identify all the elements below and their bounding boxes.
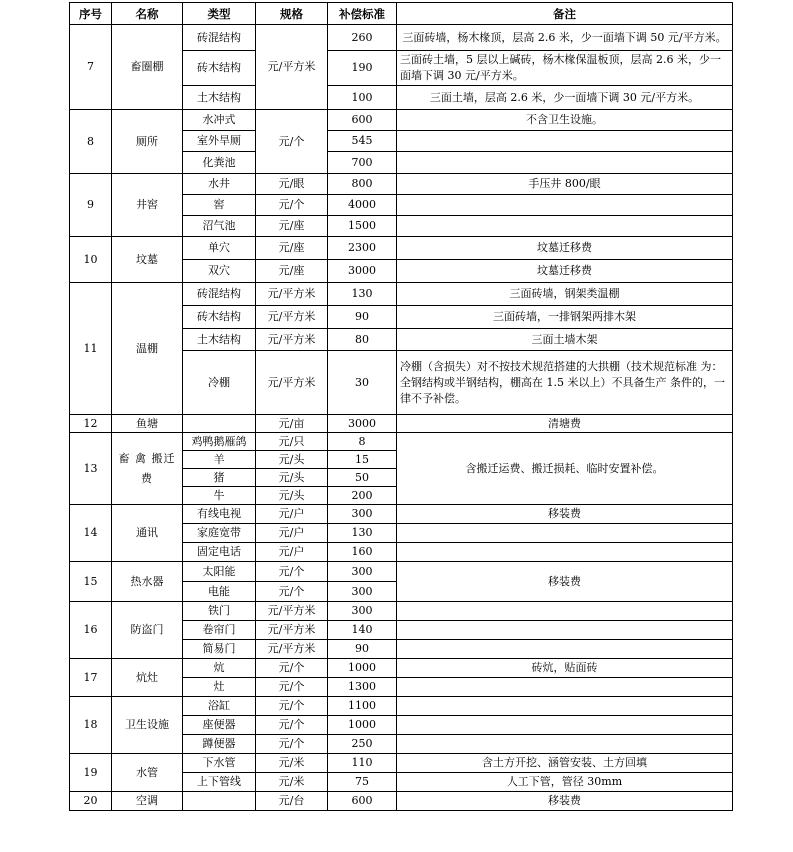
cell-unit: 元/米 [256, 754, 328, 773]
cell-unit: 元/平方米 [256, 640, 328, 659]
cell-unit: 元/头 [256, 487, 328, 505]
table-row [70, 697, 733, 716]
group-no: 7 [70, 25, 112, 110]
header-unit: 规格 [256, 3, 328, 25]
header-note: 备注 [397, 3, 733, 25]
group-no: 9 [70, 174, 112, 237]
cell-type: 鸡鸭鹅雁鸽 [183, 433, 256, 451]
group-name: 鱼塘 [112, 415, 183, 433]
cell-type: 下水管 [183, 754, 256, 773]
cell-value: 160 [328, 543, 397, 562]
cell-type: 砖木结构 [183, 51, 256, 86]
group-no: 12 [70, 415, 112, 433]
cell-note: 三面土墙木架 [397, 329, 733, 351]
cell-unit: 元/平方米 [256, 602, 328, 621]
compensation-table [69, 2, 733, 811]
group-no: 17 [70, 659, 112, 697]
cell-value: 545 [328, 131, 397, 152]
group-name: 坟墓 [112, 237, 183, 283]
group-name: 通讯 [112, 505, 183, 562]
cell-unit: 元/平方米 [256, 621, 328, 640]
cell-note [397, 640, 733, 659]
table-row [70, 562, 733, 582]
cell-note: 三面砖墙，一排钢架两排木架 [397, 306, 733, 329]
group-9 [70, 174, 733, 237]
cell-type: 猪 [183, 469, 256, 487]
cell-type: 家庭宽带 [183, 524, 256, 543]
cell-unit: 元/户 [256, 543, 328, 562]
cell-type [183, 792, 256, 811]
table-row [70, 602, 733, 621]
group-no: 16 [70, 602, 112, 659]
cell-type: 牛 [183, 487, 256, 505]
cell-value: 50 [328, 469, 397, 487]
cell-value: 300 [328, 582, 397, 602]
cell-unit: 元/个 [256, 195, 328, 216]
group-no: 8 [70, 110, 112, 174]
cell-type: 砖混结构 [183, 25, 256, 51]
cell-unit: 元/平方米 [256, 351, 328, 415]
cell-unit: 元/个 [256, 678, 328, 697]
cell-note [397, 543, 733, 562]
cell-value: 1000 [328, 659, 397, 678]
cell-unit: 元/户 [256, 505, 328, 524]
cell-note: 坟墓迁移费 [397, 237, 733, 260]
header-name: 名称 [112, 3, 183, 25]
cell-value: 1100 [328, 697, 397, 716]
cell-unit: 元/个 [256, 716, 328, 735]
cell-type: 铁门 [183, 602, 256, 621]
cell-type: 双穴 [183, 260, 256, 283]
cell-type: 浴缸 [183, 697, 256, 716]
cell-type: 简易门 [183, 640, 256, 659]
header-value: 补偿标准 [328, 3, 397, 25]
cell-note: 移装费 [397, 505, 733, 524]
cell-value: 600 [328, 792, 397, 811]
cell-unit: 元/座 [256, 260, 328, 283]
cell-note: 不含卫生设施。 [397, 110, 733, 131]
cell-type: 砖混结构 [183, 283, 256, 306]
group-name: 卫生设施 [112, 697, 183, 754]
group-name: 炕灶 [112, 659, 183, 697]
cell-note: 砖炕，贴面砖 [397, 659, 733, 678]
cell-type: 冷棚 [183, 351, 256, 415]
cell-note: 冷棚（含损失）对不按技术规范搭建的大拱棚（技术规范标准 为：全钢结构或半钢结构，棚高在 1.5 米以上）不具备生产 条件的，一律不予补偿。 [397, 351, 733, 415]
cell-value: 90 [328, 640, 397, 659]
cell-value: 250 [328, 735, 397, 754]
cell-note: 清塘费 [397, 415, 733, 433]
group-name: 空调 [112, 792, 183, 811]
cell-type: 炕 [183, 659, 256, 678]
cell-type: 窖 [183, 195, 256, 216]
table-row [70, 25, 733, 51]
cell-note [397, 195, 733, 216]
cell-note: 人工下管，管径 30mm [397, 773, 733, 792]
group-name: 水管 [112, 754, 183, 792]
cell-note: 三面砖墙，钢架类温棚 [397, 283, 733, 306]
group-name: 温棚 [112, 283, 183, 415]
group-no: 20 [70, 792, 112, 811]
cell-note [397, 216, 733, 237]
group-11 [70, 283, 733, 415]
cell-value: 2300 [328, 237, 397, 260]
cell-value: 300 [328, 602, 397, 621]
cell-value: 8 [328, 433, 397, 451]
group-15 [70, 562, 733, 602]
group-no: 13 [70, 433, 112, 505]
table-row [70, 237, 733, 260]
cell-unit: 元/头 [256, 469, 328, 487]
cell-value: 700 [328, 152, 397, 174]
cell-unit: 元/座 [256, 216, 328, 237]
cell-type: 化粪池 [183, 152, 256, 174]
cell-note: 三面砖土墙，5 层以上碱砖，杨木椽保温板顶，层高 2.6 米，少一面墙下调 30 元/平方米。 [397, 51, 733, 86]
cell-type: 上下管线 [183, 773, 256, 792]
table-row [70, 174, 733, 195]
cell-note [397, 697, 733, 716]
group-no: 15 [70, 562, 112, 602]
cell-unit: 元/个 [256, 110, 328, 174]
cell-value: 130 [328, 524, 397, 543]
cell-unit: 元/平方米 [256, 306, 328, 329]
group-no: 10 [70, 237, 112, 283]
cell-unit: 元/平方米 [256, 25, 328, 110]
cell-type: 水冲式 [183, 110, 256, 131]
cell-value: 190 [328, 51, 397, 86]
cell-value: 1500 [328, 216, 397, 237]
table-row [70, 505, 733, 524]
cell-value: 1000 [328, 716, 397, 735]
table-row [70, 433, 733, 451]
cell-note: 含搬迁运费、搬迁损耗、临时安置补偿。 [397, 433, 733, 505]
cell-value: 80 [328, 329, 397, 351]
cell-note [397, 678, 733, 697]
group-name: 厕所 [112, 110, 183, 174]
cell-note: 含土方开挖、涵管安装、土方回填 [397, 754, 733, 773]
cell-type: 室外旱厕 [183, 131, 256, 152]
cell-unit: 元/座 [256, 237, 328, 260]
header-no: 序号 [70, 3, 112, 25]
cell-unit: 元/台 [256, 792, 328, 811]
cell-value: 260 [328, 25, 397, 51]
cell-type [183, 415, 256, 433]
cell-value: 300 [328, 505, 397, 524]
table-row [70, 283, 733, 306]
cell-note: 三面砖墙，杨木椽顶，层高 2.6 米，少一面墙下调 50 元/平方米。 [397, 25, 733, 51]
group-name: 井窖 [112, 174, 183, 237]
cell-note [397, 524, 733, 543]
cell-value: 100 [328, 86, 397, 110]
cell-note: 移装费 [397, 562, 733, 602]
cell-type: 单穴 [183, 237, 256, 260]
cell-value: 15 [328, 451, 397, 469]
cell-note [397, 602, 733, 621]
cell-type: 羊 [183, 451, 256, 469]
cell-unit: 元/眼 [256, 174, 328, 195]
cell-type: 砖木结构 [183, 306, 256, 329]
group-19 [70, 754, 733, 792]
cell-type: 灶 [183, 678, 256, 697]
table-row [70, 415, 733, 433]
group-name: 热水器 [112, 562, 183, 602]
cell-note [397, 735, 733, 754]
cell-note [397, 152, 733, 174]
cell-value: 600 [328, 110, 397, 131]
table-row [70, 659, 733, 678]
group-no: 18 [70, 697, 112, 754]
cell-value: 110 [328, 754, 397, 773]
group-13 [70, 433, 733, 505]
group-20 [70, 792, 733, 811]
cell-value: 1300 [328, 678, 397, 697]
group-16 [70, 602, 733, 659]
cell-unit: 元/个 [256, 659, 328, 678]
cell-unit: 元/个 [256, 697, 328, 716]
cell-value: 4000 [328, 195, 397, 216]
group-no: 14 [70, 505, 112, 562]
cell-value: 30 [328, 351, 397, 415]
group-no: 11 [70, 283, 112, 415]
group-name: 畜 禽 搬迁费 [112, 433, 183, 505]
group-no: 19 [70, 754, 112, 792]
cell-unit: 元/个 [256, 562, 328, 582]
cell-type: 沼气池 [183, 216, 256, 237]
cell-type: 有线电视 [183, 505, 256, 524]
cell-unit: 元/个 [256, 735, 328, 754]
group-7 [70, 25, 733, 110]
cell-type: 座便器 [183, 716, 256, 735]
cell-note: 手压井 800/眼 [397, 174, 733, 195]
cell-type: 卷帘门 [183, 621, 256, 640]
group-18 [70, 697, 733, 754]
cell-value: 90 [328, 306, 397, 329]
table-row [70, 110, 733, 131]
cell-value: 3000 [328, 260, 397, 283]
group-12 [70, 415, 733, 433]
header-type: 类型 [183, 3, 256, 25]
group-10 [70, 237, 733, 283]
cell-unit: 元/只 [256, 433, 328, 451]
table-row [70, 792, 733, 811]
cell-value: 200 [328, 487, 397, 505]
cell-type: 土木结构 [183, 329, 256, 351]
group-8 [70, 110, 733, 174]
table-row [70, 754, 733, 773]
cell-note [397, 621, 733, 640]
cell-type: 电能 [183, 582, 256, 602]
cell-value: 75 [328, 773, 397, 792]
cell-value: 140 [328, 621, 397, 640]
cell-value: 3000 [328, 415, 397, 433]
cell-unit: 元/头 [256, 451, 328, 469]
cell-type: 固定电话 [183, 543, 256, 562]
group-name: 畜圈棚 [112, 25, 183, 110]
cell-value: 800 [328, 174, 397, 195]
cell-unit: 元/个 [256, 582, 328, 602]
cell-type: 蹲便器 [183, 735, 256, 754]
group-17 [70, 659, 733, 697]
cell-note [397, 716, 733, 735]
cell-unit: 元/户 [256, 524, 328, 543]
cell-value: 300 [328, 562, 397, 582]
cell-unit: 元/平方米 [256, 283, 328, 306]
cell-unit: 元/平方米 [256, 329, 328, 351]
cell-type: 太阳能 [183, 562, 256, 582]
cell-type: 水井 [183, 174, 256, 195]
cell-unit: 元/米 [256, 773, 328, 792]
cell-note: 三面土墙，层高 2.6 米，少一面墙下调 30 元/平方米。 [397, 86, 733, 110]
cell-unit: 元/亩 [256, 415, 328, 433]
group-name: 防盗门 [112, 602, 183, 659]
group-14 [70, 505, 733, 562]
cell-note [397, 131, 733, 152]
cell-note: 移装费 [397, 792, 733, 811]
header-row [70, 3, 733, 25]
cell-value: 130 [328, 283, 397, 306]
cell-type: 土木结构 [183, 86, 256, 110]
cell-note: 坟墓迁移费 [397, 260, 733, 283]
